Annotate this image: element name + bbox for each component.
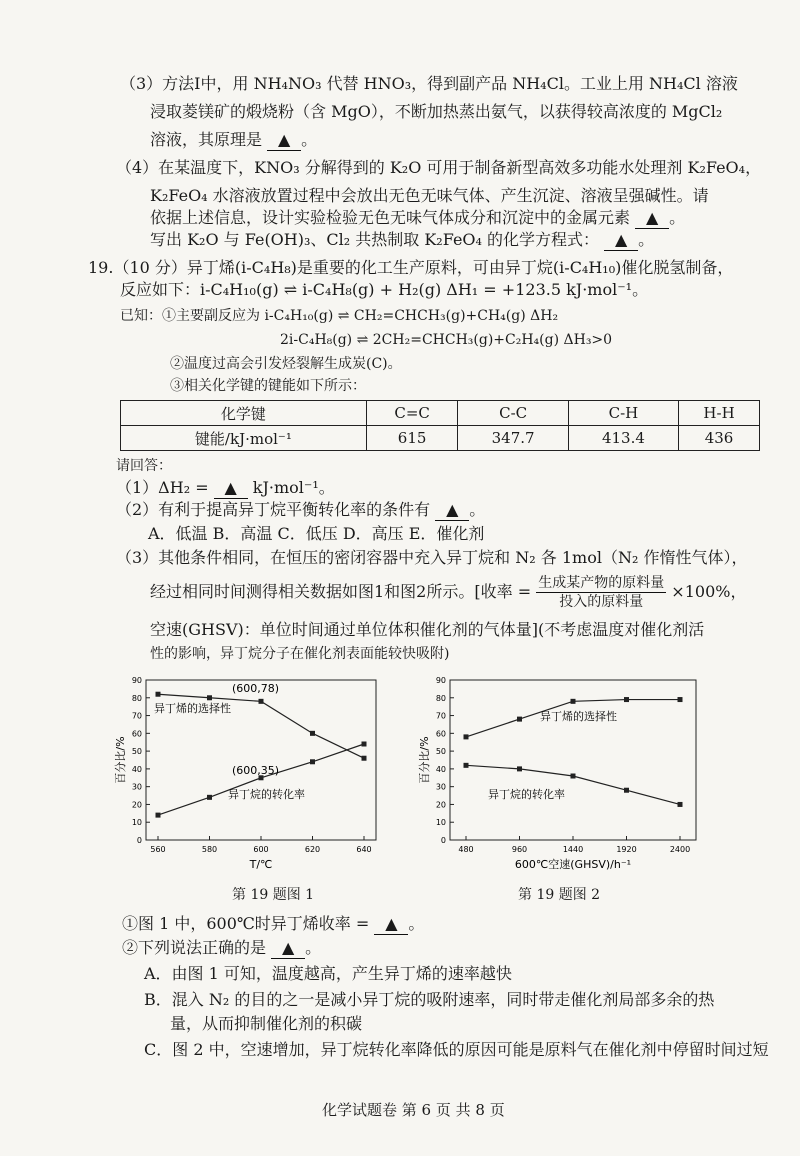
table-cell: 615 bbox=[366, 426, 458, 451]
y-tick-label: 30 bbox=[131, 782, 142, 792]
figure-2-svg bbox=[418, 670, 718, 880]
answer-blank: ▲ bbox=[214, 478, 248, 499]
data-point bbox=[624, 697, 629, 702]
q19-q1-post: kJ·mol⁻¹。 bbox=[252, 478, 335, 497]
q18-p4-text: 依据上述信息，设计实验检验无色无味气体成分和沉淀中的金属元素 bbox=[150, 208, 631, 227]
q18-p4-line4: 写出 K₂O 与 Fe(OH)₃、Cl₂ 共热制取 K₂FeO₄ 的化学方程式： ▲ 。 bbox=[150, 230, 655, 249]
x-axis-label: T/℃ bbox=[249, 858, 273, 871]
data-point bbox=[259, 699, 264, 704]
figure-1-svg bbox=[108, 670, 398, 880]
data-point bbox=[464, 763, 469, 768]
point-annotation: (600,78) bbox=[232, 682, 280, 695]
plot-frame bbox=[450, 680, 696, 840]
fraction-denominator: 投入的原料量 bbox=[559, 594, 644, 610]
series-label: 异丁烯的选择性 bbox=[540, 710, 617, 723]
q19-q3-line2b: ×100%， bbox=[671, 582, 747, 601]
option-c: C．图 2 中，空速增加，异丁烷转化率降低的原因可能是原料气在催化剂中停留时间过短 bbox=[144, 1040, 769, 1059]
data-point bbox=[464, 734, 469, 739]
x-axis-label: 600℃空速(GHSV)/h⁻¹ bbox=[514, 858, 632, 871]
point-annotation: (600,35) bbox=[232, 764, 280, 777]
y-tick-label: 40 bbox=[131, 764, 142, 774]
q19-sub1: ①图 1 中，600℃时异丁烯收率 = ▲ 。 bbox=[122, 914, 425, 933]
answer-blank: ▲ bbox=[635, 208, 669, 229]
y-tick-label: 20 bbox=[131, 800, 142, 810]
y-tick-label: 90 bbox=[435, 676, 446, 685]
table-cell: C-H bbox=[568, 401, 678, 426]
x-tick-label: 2400 bbox=[669, 845, 691, 854]
data-point bbox=[678, 697, 683, 702]
q18-p4-line1: （4）在某温度下，KNO₃ 分解得到的 K₂O 可用于制备新型高效多功能水处理剂 K₂FeO₄， bbox=[116, 158, 762, 177]
y-axis-label: 百分比/% bbox=[418, 736, 431, 784]
y-tick-label: 50 bbox=[131, 747, 142, 757]
x-tick-label: 580 bbox=[201, 845, 218, 854]
q18-p3-line1: （3）方法Ⅰ中，用 NH₄NO₃ 代替 HNO₃，得到副产品 NH₄Cl。工业上用 NH₄Cl 溶液 bbox=[120, 74, 738, 93]
table-row bbox=[121, 401, 760, 426]
x-tick-label: 480 bbox=[458, 845, 474, 854]
table-cell: 键能/kJ·mol⁻¹ bbox=[121, 426, 367, 451]
data-point bbox=[310, 759, 315, 764]
x-tick-label: 1920 bbox=[616, 845, 637, 854]
answer-blank: ▲ bbox=[604, 230, 638, 251]
data-point bbox=[571, 774, 576, 779]
y-tick-label: 10 bbox=[435, 818, 446, 828]
data-point bbox=[156, 692, 161, 697]
y-tick-label: 20 bbox=[435, 800, 446, 810]
series-label: 异丁烷的转化率 bbox=[488, 788, 565, 801]
answer-blank: ▲ bbox=[435, 500, 469, 521]
answer-blank: ▲ bbox=[271, 938, 305, 959]
figure-2-caption: 第 19 题图 2 bbox=[518, 887, 601, 903]
data-point bbox=[207, 795, 212, 800]
y-tick-label: 30 bbox=[435, 782, 446, 792]
q18-p4-line3: 依据上述信息，设计实验检验无色无味气体成分和沉淀中的金属元素 ▲ 。 bbox=[150, 208, 686, 227]
option-b-line2: 量，从而抑制催化剂的积碳 bbox=[170, 1014, 363, 1033]
table-cell: C-C bbox=[458, 401, 568, 426]
series-label: 异丁烷的转化率 bbox=[228, 788, 305, 801]
data-point bbox=[624, 788, 629, 793]
q19-q2-text: （2）有利于提高异丁烷平衡转化率的条件有 bbox=[116, 500, 431, 519]
q19-q2-options: A．低温 B．高温 C．低压 D．高压 E．催化剂 bbox=[148, 524, 485, 543]
table-row bbox=[121, 426, 760, 451]
table-cell: H-H bbox=[679, 401, 760, 426]
bond-energy-table bbox=[120, 400, 760, 451]
q19-sub2-text: ②下列说法正确的是 bbox=[122, 938, 267, 957]
y-tick-label: 0 bbox=[136, 836, 142, 845]
answer-prompt: 请回答： bbox=[116, 458, 172, 474]
series-label: 异丁烯的选择性 bbox=[154, 702, 231, 715]
option-a: A．由图 1 可知，温度越高，产生异丁烯的速率越快 bbox=[144, 964, 512, 983]
q19-known3: ③相关化学键的键能如下所示： bbox=[170, 378, 366, 394]
data-point bbox=[310, 731, 315, 736]
q19-q3-line1: （3）其他条件相同，在恒压的密闭容器中充入异丁烷和 N₂ 各 1mol（N₂ 作惰性气体）， bbox=[116, 548, 748, 567]
y-tick-label: 0 bbox=[440, 836, 446, 845]
x-tick-label: 620 bbox=[304, 845, 321, 854]
y-tick-label: 80 bbox=[435, 693, 446, 703]
data-point bbox=[207, 695, 212, 700]
q19-q2-end: 。 bbox=[469, 500, 486, 519]
q19-q1 bbox=[116, 478, 335, 499]
y-tick-label: 70 bbox=[435, 711, 446, 721]
table-cell: 化学键 bbox=[121, 401, 367, 426]
figure-1-caption: 第 19 题图 1 bbox=[232, 887, 315, 903]
answer-blank: ▲ bbox=[267, 130, 301, 151]
q19-known2: ②温度过高会引发烃裂解生成炭(C)。 bbox=[170, 356, 402, 372]
y-tick-label: 40 bbox=[435, 764, 446, 774]
data-point bbox=[362, 756, 367, 761]
y-tick-label: 80 bbox=[131, 693, 142, 703]
figure-2-chart bbox=[418, 670, 718, 880]
yield-fraction bbox=[536, 574, 666, 611]
y-tick-label: 90 bbox=[131, 676, 142, 685]
q19-q2 bbox=[116, 500, 485, 521]
q18-p3-text: 溶液，其原理是 bbox=[150, 130, 263, 149]
y-tick-label: 50 bbox=[435, 747, 446, 757]
y-tick-label: 10 bbox=[131, 818, 142, 828]
data-point bbox=[678, 802, 683, 807]
data-point bbox=[571, 699, 576, 704]
table-cell: 436 bbox=[679, 426, 760, 451]
fraction-numerator: 生成某产物的原料量 bbox=[538, 575, 665, 591]
table-cell: 413.4 bbox=[568, 426, 678, 451]
data-point bbox=[517, 766, 522, 771]
answer-blank: ▲ bbox=[374, 914, 408, 935]
data-point bbox=[156, 813, 161, 818]
q19-sub2: ②下列说法正确的是 ▲ 。 bbox=[122, 938, 322, 957]
y-axis-label: 百分比/% bbox=[114, 736, 127, 784]
data-point bbox=[517, 717, 522, 722]
y-tick-label: 70 bbox=[131, 711, 142, 721]
x-tick-label: 560 bbox=[150, 845, 166, 854]
table-cell: C=C bbox=[366, 401, 458, 426]
q18-p4-eq-text: 写出 K₂O 与 Fe(OH)₃、Cl₂ 共热制取 K₂FeO₄ 的化学方程式： bbox=[150, 230, 600, 249]
q19-reaction: 反应如下：i-C₄H₁₀(g) ⇌ i-C₄H₈(g) + H₂(g) ΔH₁ = +123.5 kJ·mol⁻¹。 bbox=[120, 280, 649, 299]
page-footer: 化学试题卷 第 6 页 共 8 页 bbox=[322, 1101, 505, 1119]
q19-q3-line3: 空速(GHSV)：单位时间通过单位体积催化剂的气体量](不考虑温度对催化剂活 bbox=[150, 620, 705, 639]
x-tick-label: 960 bbox=[511, 845, 528, 854]
table-cell: 347.7 bbox=[458, 426, 568, 451]
q19-q1-pre: （1）ΔH₂ = bbox=[116, 478, 209, 497]
q19-q3-line2a: 经过相同时间测得相关数据如图1和图2所示。[收率 = bbox=[150, 582, 532, 601]
q18-p4-line2: K₂FeO₄ 水溶液放置过程中会放出无色无味气体、产生沉淀、溶液呈强碱性。请 bbox=[150, 186, 709, 205]
x-tick-label: 1440 bbox=[562, 845, 584, 854]
y-tick-label: 60 bbox=[131, 729, 142, 739]
x-tick-label: 640 bbox=[356, 845, 372, 854]
option-b-line1: B．混入 N₂ 的目的之一是减小异丁烷的吸附速率，同时带走催化剂局部多余的热 bbox=[144, 990, 715, 1009]
figure-1-chart bbox=[108, 670, 398, 880]
x-tick-label: 600 bbox=[253, 845, 269, 854]
y-tick-label: 60 bbox=[435, 729, 446, 739]
data-point bbox=[362, 742, 367, 747]
q18-p3-line3: 溶液，其原理是 ▲ 。 bbox=[150, 130, 318, 149]
q19-q3-line4: 性的影响，异丁烷分子在催化剂表面能较快吸附) bbox=[150, 646, 450, 662]
q19-q3-line2 bbox=[150, 574, 746, 611]
q19-sub1-text: ①图 1 中，600℃时异丁烯收率 = bbox=[122, 914, 370, 933]
q19-head: 19.（10 分）异丁烯(i-C₄H₈)是重要的化工生产原料，可由异丁烷(i-C₄H₁₀)催化脱氢制备， bbox=[88, 258, 734, 277]
q19-known1: 已知：①主要副反应为 i-C₄H₁₀(g) ⇌ CH₂=CHCH₃(g)+CH₄(g) ΔH₂ bbox=[120, 308, 559, 324]
q18-p3-line2: 浸取菱镁矿的煅烧粉（含 MgO），不断加热蒸出氨气，以获得较高浓度的 MgCl₂ bbox=[150, 102, 723, 121]
q19-known1b: 2i-C₄H₈(g) ⇌ 2CH₂=CHCH₃(g)+C₂H₄(g) ΔH₃>0 bbox=[280, 332, 613, 348]
